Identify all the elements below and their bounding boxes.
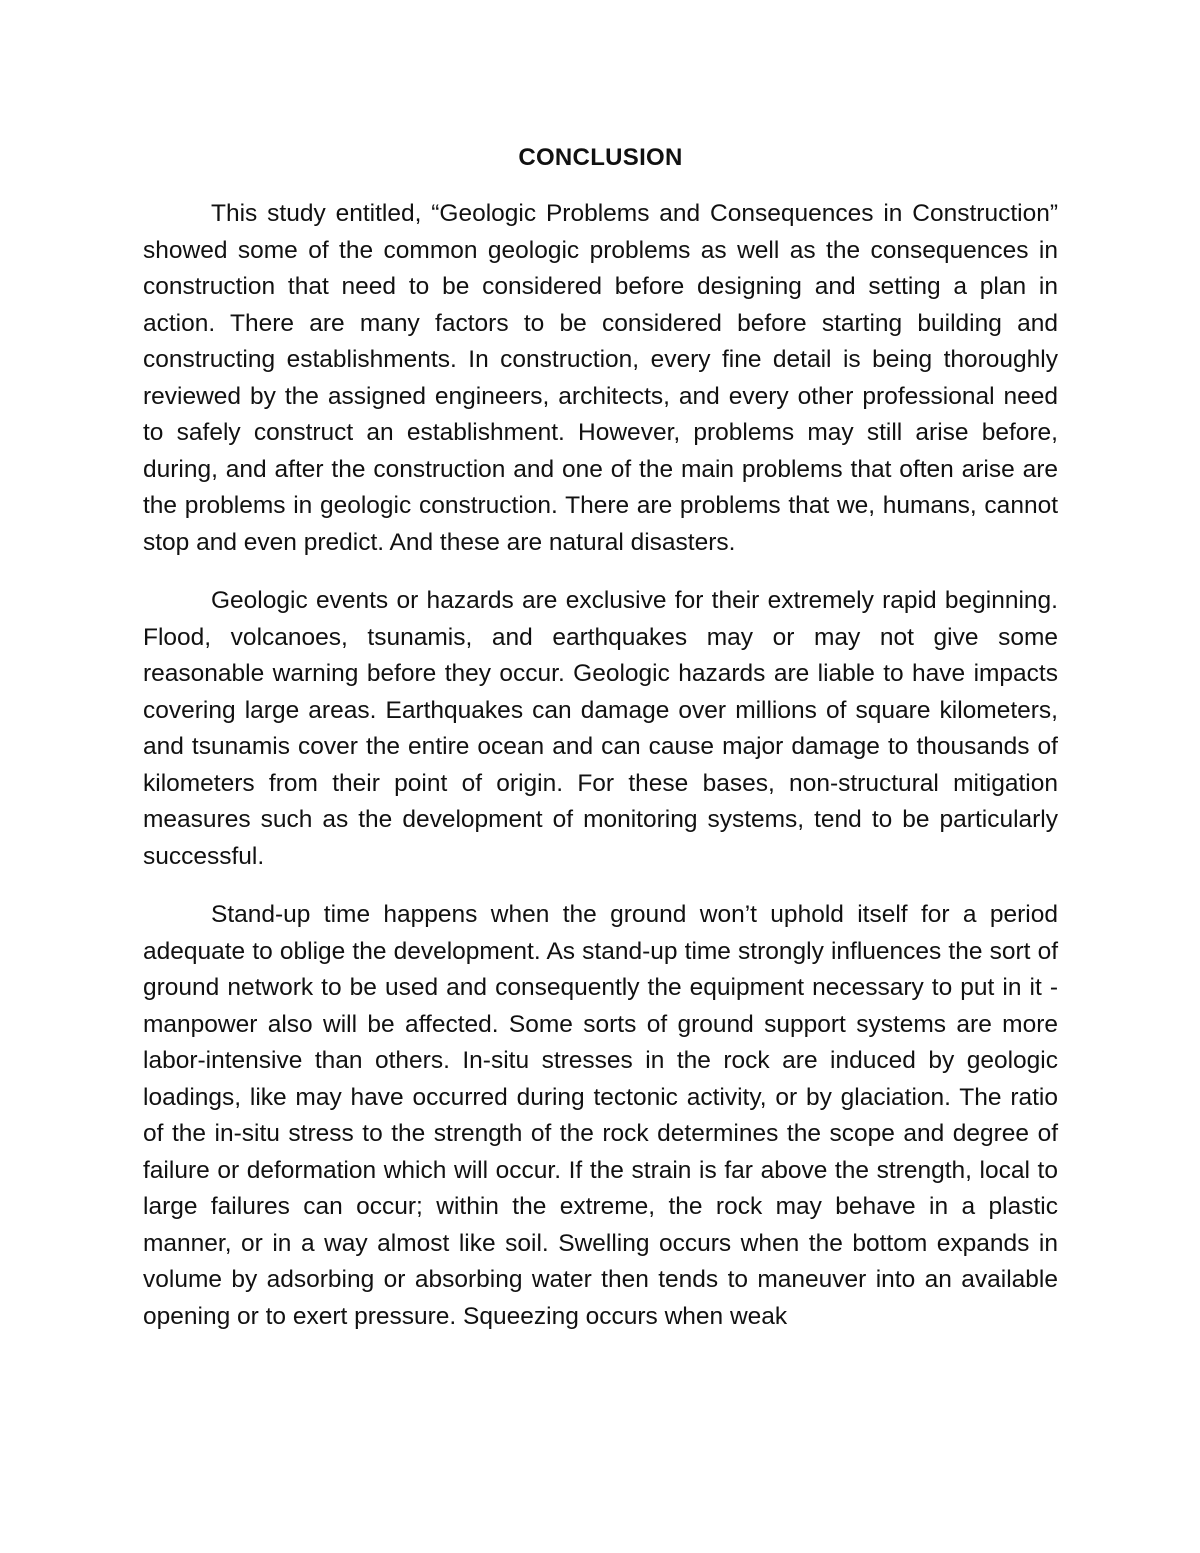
document-title: CONCLUSION: [518, 144, 683, 171]
paragraph-1: This study entitled, “Geologic Problems and Consequences in Construction” showed some of the common geologic problems as well as the consequences in construction that need to be considered before designing and setting a plan in action. There are many factors to be considered before starting building and constructing establishments. In construction, every fine detail is being thoroughly reviewed by the assigned engineers, architects, and every other professional need to safely construct an establishment. However, problems may still arise before, during, and after the construction and one of the main problems that often arise are the problems in geologic construction. There are problems that we, humans, cannot stop and even predict. And these are natural disasters.: [143, 200, 1058, 556]
paragraph-2: Geologic events or hazards are exclusive for their extremely rapid beginning. Flood, volcanoes, tsunamis, and earthquakes may or may not give some reasonable warning before they occur. Geologic hazards are liable to have impacts covering large areas. Earthquakes can damage over millions of square kilometers, and tsunamis cover the entire ocean and can cause major damage to thousands of kilometers from their point of origin. For these bases, non-structural mitigation measures such as the development of monitoring systems, tend to be particularly successful.: [143, 587, 1058, 870]
paragraph-3: Stand-up time happens when the ground won’t uphold itself for a period adequate to oblige the development. As stand-up time strongly influences the sort of ground network to be used and consequently the equipment necessary to put in it - manpower also will be affected. Some sorts of ground support systems are more labor-intensive than others. In-situ stresses in the rock are induced by geologic loadings, like may have occurred during tectonic activity, or by glaciation. The ratio of the in-situ stress to the strength of the rock determines the scope and degree of failure or deformation which will occur. If the strain is far above the strength, local to large failures can occur; within the extreme, the rock may behave in a plastic manner, or in a way almost like soil. Swelling occurs when the bottom expands in volume by adsorbing or absorbing water then tends to maneuver into an available opening or to exert pressure. Squeezing occurs when weak: [143, 901, 1058, 1330]
document-page: [143, 140, 1058, 1335]
